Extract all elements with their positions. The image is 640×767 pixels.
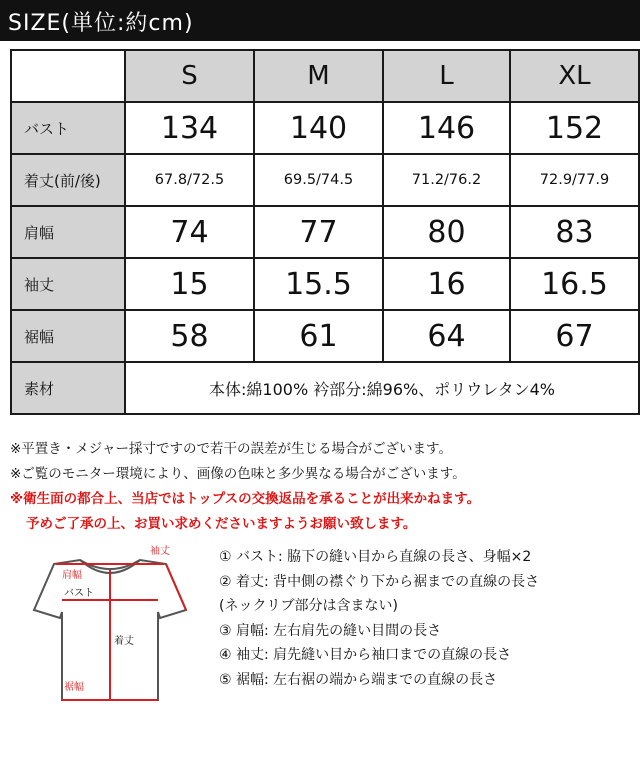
table-cell: 146 [383, 102, 510, 154]
table-cell: 83 [510, 206, 639, 258]
note-acknowledge: 予めご了承の上、お買い求めくださいますようお願い致します。 [26, 516, 417, 532]
legend-length: ② 着丈: 背中側の襟ぐり下から裾までの直線の長さ [219, 573, 540, 590]
size-table [10, 49, 640, 415]
table-row-sleeve [11, 258, 639, 310]
note-no-returns: ※衛生面の都合上、当店ではトップスの交換返品を承ることが出来かねます。 [10, 491, 481, 507]
table-cell: 77 [254, 206, 383, 258]
label-length: 着丈 [114, 636, 134, 647]
legend-sleeve: ④ 袖丈: 肩先縫い目から袖口までの直線の長さ [219, 647, 512, 663]
material-value: 本体:綿100% 衿部分:綿96%、ポリウレタン4% [125, 362, 639, 414]
table-cell: 15 [125, 258, 254, 310]
legend-length-note: (ネックリブ部分は含まない) [219, 598, 398, 614]
table-cell: 67 [510, 310, 639, 362]
measurement-legend [219, 545, 539, 692]
page-header [0, 0, 640, 41]
table-cell: 74 [125, 206, 254, 258]
table-cell: 15.5 [254, 258, 383, 310]
table-cell: 72.9/77.9 [510, 154, 639, 206]
row-label-bust: バスト [11, 102, 125, 154]
table-cell: 16 [383, 258, 510, 310]
table-row-material [11, 362, 639, 414]
table-cell: 58 [125, 310, 254, 362]
table-row-length [11, 154, 639, 206]
table-cell: 71.2/76.2 [383, 154, 510, 206]
size-col-l: L [383, 50, 510, 102]
table-cell: 152 [510, 102, 639, 154]
label-hem: 裾幅 [64, 682, 84, 693]
table-corner [11, 50, 125, 102]
label-sleeve: 袖丈 [150, 546, 170, 557]
size-col-s: S [125, 50, 254, 102]
row-label-sleeve: 袖丈 [11, 258, 125, 310]
size-header-row [11, 50, 639, 102]
table-cell: 16.5 [510, 258, 639, 310]
notes-block [10, 437, 480, 537]
table-cell: 134 [125, 102, 254, 154]
label-bust: バスト [64, 588, 94, 599]
note-monitor: ※ご覧のモニター環境により、画像の色味と多少異なる場合がございます。 [10, 466, 466, 482]
size-col-xl: XL [510, 50, 639, 102]
row-label-shoulder: 肩幅 [11, 206, 125, 258]
table-cell: 67.8/72.5 [125, 154, 254, 206]
table-cell: 140 [254, 102, 383, 154]
tshirt-diagram [10, 540, 210, 730]
legend-hem: ⑤ 裾幅: 左右裾の端から端までの直線の長さ [219, 671, 498, 688]
row-label-length: 着丈(前/後) [11, 154, 125, 206]
label-shoulder: 肩幅 [62, 570, 82, 581]
table-row-bust [11, 102, 639, 154]
row-label-material: 素材 [11, 362, 125, 414]
size-col-m: M [254, 50, 383, 102]
table-cell: 80 [383, 206, 510, 258]
table-row-hem [11, 310, 639, 362]
table-cell: 69.5/74.5 [254, 154, 383, 206]
table-row-shoulder [11, 206, 639, 258]
table-cell: 61 [254, 310, 383, 362]
note-measurement: ※平置き・メジャー採寸ですので若干の誤差が生じる場合がございます。 [10, 441, 452, 457]
legend-bust: ① バスト: 脇下の縫い目から直線の長さ、身幅×2 [219, 549, 532, 565]
table-cell: 64 [383, 310, 510, 362]
page-title: SIZE(単位:約cm) [8, 11, 194, 36]
legend-shoulder: ③ 肩幅: 左右肩先の縫い目間の長さ [219, 622, 442, 639]
row-label-hem: 裾幅 [11, 310, 125, 362]
